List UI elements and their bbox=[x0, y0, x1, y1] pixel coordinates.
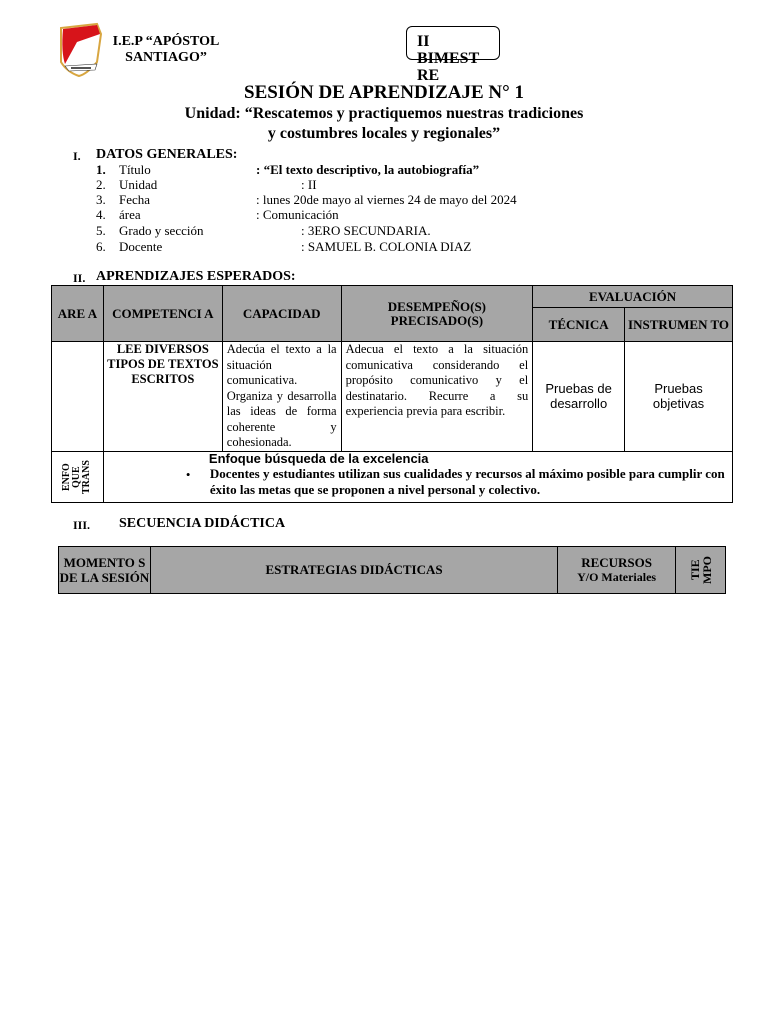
unit-title: Unidad: “Rescatemos y practiquemos nuestras tradiciones y costumbres locales y regionales” bbox=[184, 105, 584, 142]
header-capacidad: CAPACIDAD bbox=[222, 286, 341, 342]
section-3-title: SECUENCIA DIDÁCTICA bbox=[119, 516, 286, 531]
enfoque-title: Enfoque búsqueda de la excelencia bbox=[208, 450, 429, 466]
list-item: 1. Título : “El texto descriptivo, la autobiografía” bbox=[96, 162, 480, 177]
section-2-number: II. bbox=[73, 271, 86, 285]
cell-desempeno: Adecua el texto a la situación comunicativa considerando el propósito comunicativo y el destinatario. Recurre a su experiencia previa para escribir. bbox=[341, 342, 533, 452]
bimestre-label: II BIMEST RE bbox=[417, 33, 480, 84]
secuencia-table bbox=[58, 546, 726, 594]
school-name: I.E.P “APÓSTOL SANTIAGO” bbox=[112, 34, 220, 65]
school-crest-logo bbox=[57, 22, 103, 78]
enfoque-bullet: • Docentes y estudiantes utilizan sus cualidades y recursos al máximo posible para cumplir con éxito las metas que se proponen a nivel personal y colectivo. bbox=[185, 465, 725, 497]
header-estrategias: ESTRATEGIAS DIDÁCTICAS bbox=[150, 547, 557, 594]
header-tecnica: TÉCNICA bbox=[533, 308, 625, 342]
list-item: 3. Fecha : lunes 20de mayo al viernes 24 de mayo del 2024 bbox=[96, 192, 517, 207]
header-instrumento: INSTRUMEN TO bbox=[625, 308, 733, 342]
section-1-number: I. bbox=[73, 149, 81, 163]
list-item: 6. Docente : SAMUEL B. COLONIA DIAZ bbox=[96, 239, 472, 254]
list-item: 5. Grado y sección : 3ERO SECUNDARIA. bbox=[96, 223, 431, 238]
bullet-icon: • bbox=[185, 466, 191, 482]
header-competencia: COMPETENCI A bbox=[103, 286, 222, 342]
session-title: SESIÓN DE APRENDIZAJE N° 1 bbox=[244, 82, 524, 103]
table-row bbox=[52, 342, 733, 452]
cell-instrumento: Pruebas objetivas bbox=[625, 342, 733, 452]
header-area: ARE A bbox=[52, 286, 104, 342]
aprendizajes-table bbox=[51, 285, 733, 503]
enfoque-content bbox=[103, 451, 732, 502]
cell-tecnica: Pruebas de desarrollo bbox=[533, 342, 625, 452]
header-evaluacion: EVALUACIÓN bbox=[533, 286, 733, 308]
section-1-title: DATOS GENERALES: bbox=[96, 147, 238, 162]
enfoque-side-label: ENFO QUE TRANS bbox=[52, 451, 104, 502]
header-desempeno: DESEMPEÑO(S) PRECISADO(S) bbox=[341, 286, 533, 342]
enfoque-row bbox=[52, 451, 733, 502]
header-momentos: MOMENTO S DE LA SESIÓN bbox=[59, 547, 151, 594]
list-item: 4. área : Comunicación bbox=[96, 207, 339, 222]
list-item: 2. Unidad : II bbox=[96, 177, 317, 192]
header-tiempo: TIE MPO bbox=[676, 547, 726, 594]
cell-area bbox=[52, 342, 104, 452]
cell-capacidad: Adecúa el texto a la situación comunicativa. Organiza y desarrolla las ideas de forma coherente y cohesionada. bbox=[222, 342, 341, 452]
cell-competencia: LEE DIVERSOS TIPOS DE TEXTOS ESCRITOS bbox=[103, 342, 222, 452]
header-recursos: RECURSOS Y/O Materiales bbox=[558, 547, 676, 594]
section-2-title: APRENDIZAJES ESPERADOS: bbox=[96, 269, 296, 284]
section-3-number: III. bbox=[73, 518, 91, 532]
